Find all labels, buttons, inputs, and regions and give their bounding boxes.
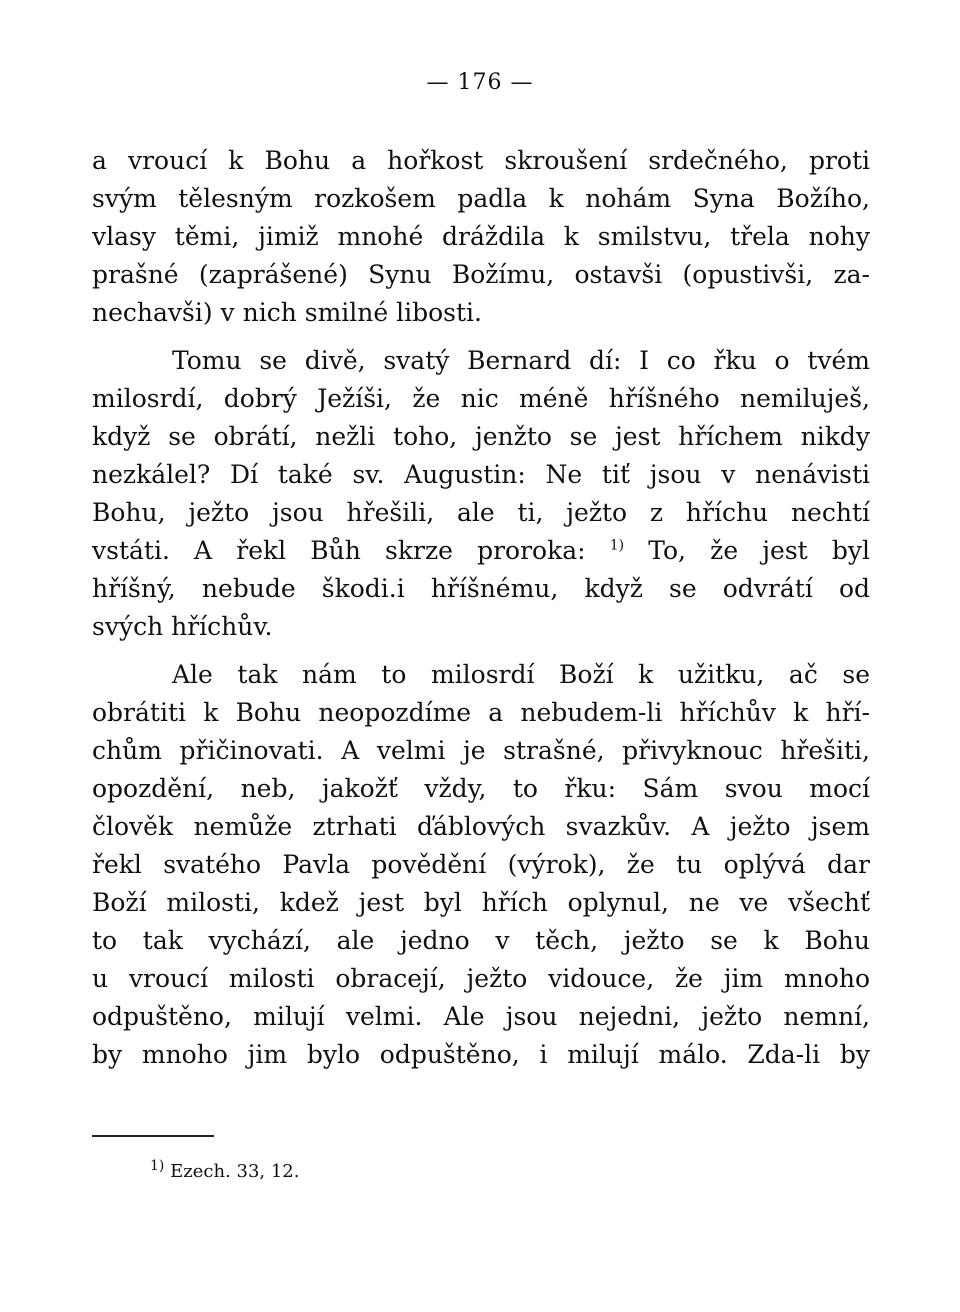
- text-line: Bohu, ježto jsou hřešili, ale ti, ježto z hříchu nechtí: [92, 498, 870, 527]
- text-line: hříšný, nebude škodi.i hříšnému, když se odvrátí od: [92, 574, 870, 603]
- page-number: — 176 —: [426, 70, 534, 95]
- text-line: Tomu se divě, svatý Bernard dí: I co řku o tvém: [172, 346, 870, 375]
- text-line: chům přičinovati. A velmi je strašné, přivyknouc hřešiti,: [92, 736, 870, 765]
- text-line: nezkálel? Dí také sv. Augustin: Ne tiť jsou v nenávisti: [92, 460, 870, 489]
- text-line: obrátiti k Bohu neopozdíme a nebudem-li hříchův k hří-: [92, 698, 870, 727]
- text-line-with-footnote: [92, 532, 870, 570]
- paragraph-gap: [92, 646, 870, 656]
- body-text: [92, 142, 870, 1074]
- footnote: [150, 1160, 299, 1184]
- text-line: člověk nemůže ztrhati ďáblových svazkův. A ježto jsem: [92, 812, 870, 841]
- text-line: u vroucí milosti obracejí, ježto vidouce, že jim mnoho: [92, 964, 870, 993]
- text-line: když se obrátí, nežli toho, jenžto se jest hříchem nikdy: [92, 422, 870, 451]
- text-line: odpuštěno, milují velmi. Ale jsou nejedni, ježto nemní,: [92, 1002, 870, 1031]
- footnote-divider: [92, 1135, 214, 1137]
- text-line: nechavši) v nich smilné libosti.: [92, 298, 483, 327]
- text-line: milosrdí, dobrý Ježíši, že nic méně hříšného nemiluješ,: [92, 384, 870, 413]
- text-line: svým tělesným rozkošem padla k nohám Syna Božího,: [92, 184, 870, 213]
- paragraph-gap: [92, 332, 870, 342]
- text-line: Ale tak nám to milosrdí Boží k užitku, ač se: [172, 660, 870, 689]
- text-line: vlasy těmi, jimiž mnohé dráždila k smilstvu, třela nohy: [92, 222, 870, 251]
- text-line: by mnoho jim bylo odpuštěno, i milují málo. Zda-li by: [92, 1040, 870, 1069]
- text-segment: vstáti. A řekl Bůh skrze proroka:: [92, 536, 586, 565]
- text-line: prašné (zaprášené) Synu Božímu, ostavši (opustivši, za-: [92, 260, 870, 289]
- footnote-text: Ezech. 33, 12.: [170, 1161, 300, 1182]
- text-segment: To, že jest byl: [648, 536, 870, 565]
- text-line: řekl svatého Pavla povědění (výrok), že tu oplývá dar: [92, 850, 870, 879]
- text-line: opozdění, neb, jakožť vždy, to řku: Sám svou mocí: [92, 774, 870, 803]
- text-line: svých hříchův.: [92, 612, 273, 641]
- text-line: to tak vychází, ale jedno v těch, ježto se k Bohu: [92, 926, 870, 955]
- footnote-reference: 1): [609, 537, 625, 554]
- text-line: Boží milosti, kdež jest byl hřích oplynul, ne ve všechť: [92, 888, 870, 917]
- footnote-marker: 1): [150, 1158, 165, 1174]
- text-line: a vroucí k Bohu a hořkost skroušení srdečného, proti: [92, 146, 870, 175]
